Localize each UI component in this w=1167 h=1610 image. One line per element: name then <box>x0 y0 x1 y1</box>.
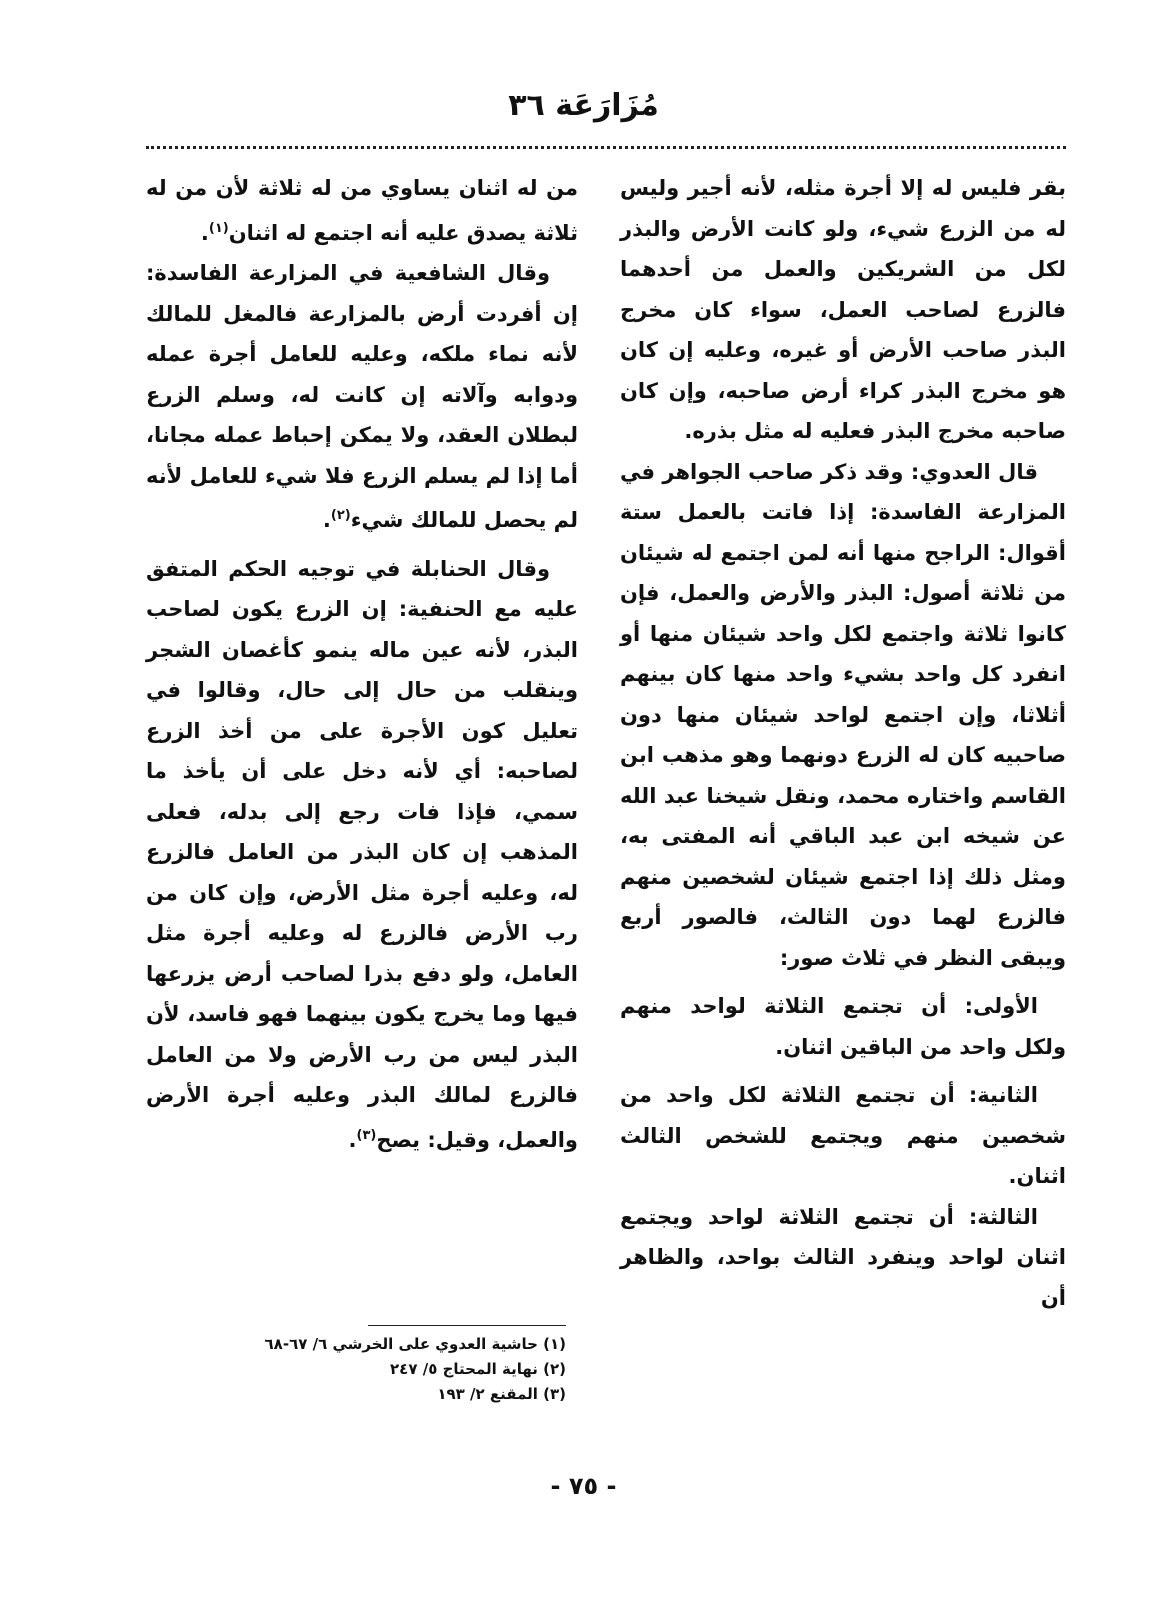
paragraph-text: وقال الشافعية في المزارعة الفاسدة: إن أفردت أرض بالمزارعة فالمغل للمالك لأنه نماء ملكه، وعليه للعامل أجرة عمله ودوابه وآلاته إن كانت له، وسلم الزرع لبطلان العقد، ولا يمكن إحباط عمله مجانا، أما إذا لم يسلم الزرع فلا شيء للعامل لأنه لم يحصل للمالك شيء <box>146 261 578 532</box>
page-header-title: مُزَارَعَة ٣٦ <box>508 88 659 123</box>
paragraph <box>146 549 578 1161</box>
right-text-column <box>620 168 1066 1318</box>
footnote-separator <box>368 1325 566 1326</box>
paragraph-end: . <box>322 508 331 532</box>
header-dotted-rule <box>146 146 1066 149</box>
footnote-ref: (٣) <box>356 1127 377 1143</box>
page-number: - ٧٥ - <box>550 1472 617 1500</box>
footnotes <box>264 1332 566 1407</box>
footnote: (١) حاشية العدوي على الخرشي ٦/ ٦٧-٦٨ <box>264 1335 566 1353</box>
paragraph <box>146 253 578 541</box>
paragraph-text: وقال الحنابلة في توجيه الحكم المتفق عليه مع الحنفية: إن الزرع يكون لصاحب البذر، لأنه عين ماله ينمو كأغصان الشجر وينقلب من حال إلى حال، وقالوا في تعليل كون الأجرة على من أخذ الزرع لصاحبه: أي لأنه دخل على أن يأخذ ما سمي، فإذا فات رجع إلى بدله، فعلى المذهب إن كان البذر من العامل فالزرع له، وعليه أجرة مثل الأرض، وإن كان من رب الأرض فالزرع له وعليه أجرة مثل العامل، ولو دفع بذرا لصاحب أرض يزرعها فيها وما يخرج يكون بينهما فهو فاسد، لأن البذر ليس من رب الأرض ولا من العامل فالزرع لمالك البذر وعليه أجرة الأرض والعمل، وقيل: يصح <box>146 556 578 1152</box>
paragraph <box>146 168 578 253</box>
paragraph-text: من له اثنان يساوي من له ثلاثة لأن من له ثلاثة يصدق عليه أنه اجتمع له اثنان <box>146 176 578 245</box>
footnote-ref: (٢) <box>330 508 351 523</box>
paragraph: الأولى: أن تجتمع الثلاثة لواحد منهم ولكل واحد من الباقين اثنان. <box>620 994 1066 1059</box>
footnote: (٣) المقنع ٢/ ١٩٣ <box>437 1385 566 1403</box>
left-text-column <box>146 168 578 1160</box>
paragraph-end: . <box>200 220 209 245</box>
footnote-ref: (١) <box>208 220 229 236</box>
paragraph: الثانية: أن تجتمع الثلاثة لكل واحد من شخصين منهم ويجتمع للشخص الثالث اثنان. <box>620 1083 1066 1188</box>
footnote: (٢) نهاية المحتاج ٥/ ٢٤٧ <box>390 1360 566 1378</box>
paragraph: قال العدوي: وقد ذكر صاحب الجواهر في المزارعة الفاسدة: إذا فاتت بالعمل ستة أقوال: الراجح منها أنه لمن اجتمع له شيئان من ثلاثة أصول: البذر والأرض والعمل، فإن كانوا ثلاثة واجتمع لكل واحد شيئان منها أو انفرد كل واحد بشيء واحد منها كان بينهم أثلاثا، وإن اجتمع لواحد شيئان منها دون صاحبيه كان له الزرع دونهما وهو مذهب ابن القاسم واختاره محمد، ونقل شيخنا عبد الله عن شيخه ابن عبد الباقي أنه المفتى به، ومثل ذلك إذا اجتمع شيئان لشخصين منهم فالزرع لهما دون الثالث، فالصور أربع ويبقى النظر في ثلاث صور: <box>620 459 1066 970</box>
paragraph: بقر فليس له إلا أجرة مثله، لأنه أجير وليس له من الزرع شيء، ولو كانت الأرض والبذر لكل من الشريكين والعمل من أحدهما فالزرع لصاحب العمل، سواء كان مخرج البذر صاحب الأرض أو غيره، وعليه إن كان هو مخرج البذر كراء أرض صاحبه، وإن كان صاحبه مخرج البذر فعليه له مثل بذره. <box>620 176 1066 443</box>
paragraph-end: . <box>348 1127 357 1152</box>
paragraph: الثالثة: أن تجتمع الثلاثة لواحد ويجتمع اثنان لواحد وينفرد الثالث بواحد، والظاهر أن <box>620 1204 1066 1310</box>
